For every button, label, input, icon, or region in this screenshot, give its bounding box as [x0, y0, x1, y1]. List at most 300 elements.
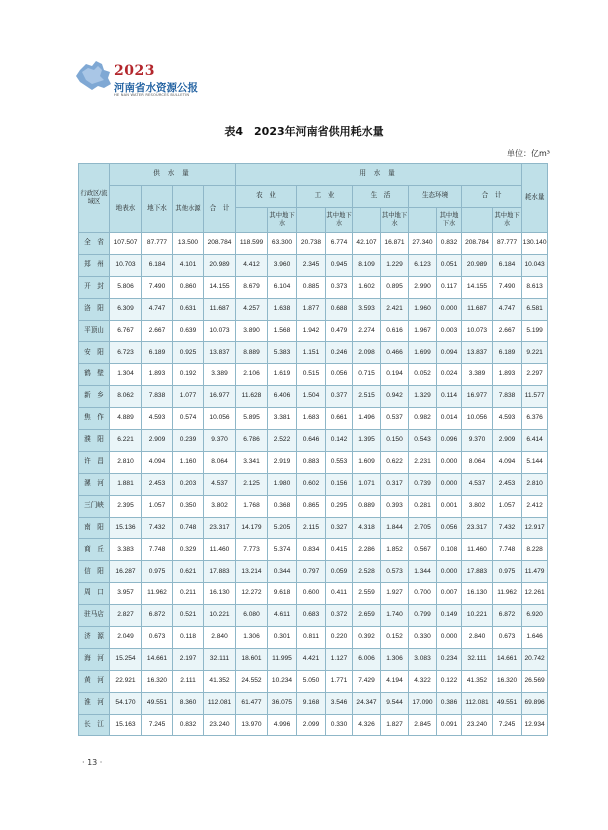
data-cell: 5.383	[268, 342, 297, 364]
data-cell: 23.317	[462, 517, 493, 539]
data-cell: 1.768	[236, 495, 268, 517]
data-cell: 6.723	[110, 342, 142, 364]
data-cell: 5.050	[297, 670, 326, 692]
table-row	[79, 495, 548, 517]
data-cell: 16.977	[462, 386, 493, 408]
data-cell: 0.945	[326, 254, 353, 276]
data-cell: 2.453	[493, 473, 522, 495]
data-cell: 16.130	[462, 583, 493, 605]
data-cell: 6.872	[142, 605, 173, 627]
table-row	[79, 605, 548, 627]
data-cell: 10.056	[204, 408, 236, 430]
data-cell: 11.687	[204, 298, 236, 320]
page-number: · 13 ·	[82, 758, 103, 767]
data-cell: 1.609	[353, 451, 381, 473]
row-name: 洛 阳	[79, 298, 110, 320]
data-cell: 0.646	[297, 430, 326, 452]
data-cell: 0.975	[142, 561, 173, 583]
data-cell: 0.192	[173, 364, 204, 386]
data-cell: 13.214	[236, 561, 268, 583]
data-cell: 22.921	[110, 670, 142, 692]
data-cell: 0.329	[173, 539, 204, 561]
data-cell: 17.883	[204, 561, 236, 583]
data-cell: 0.000	[437, 451, 462, 473]
data-cell: 8.062	[110, 386, 142, 408]
data-cell: 1.683	[297, 408, 326, 430]
data-cell: 16.287	[110, 561, 142, 583]
data-cell: 16.130	[204, 583, 236, 605]
use-total-blank-cell	[462, 208, 493, 233]
data-cell: 15.163	[110, 714, 142, 736]
data-cell: 6.920	[522, 605, 548, 627]
data-cell: 1.827	[381, 714, 409, 736]
data-cell: 8.360	[173, 692, 204, 714]
row-name: 周 口	[79, 583, 110, 605]
table-row	[79, 627, 548, 649]
data-cell: 0.982	[409, 408, 437, 430]
row-name: 焦 作	[79, 408, 110, 430]
data-cell: 6.309	[110, 298, 142, 320]
data-cell: 2.840	[462, 627, 493, 649]
data-cell: 2.231	[409, 451, 437, 473]
data-cell: 11.577	[522, 386, 548, 408]
data-cell: 0.052	[409, 364, 437, 386]
data-cell: 3.381	[268, 408, 297, 430]
data-cell: 23.240	[204, 714, 236, 736]
data-cell: 0.975	[493, 561, 522, 583]
table-row	[79, 583, 548, 605]
industry-ground-header: 其中地下水	[326, 208, 353, 233]
data-cell: 12.261	[522, 583, 548, 605]
data-cell: 4.537	[204, 473, 236, 495]
row-name: 平顶山	[79, 320, 110, 342]
row-name: 许 昌	[79, 451, 110, 473]
data-cell: 4.326	[353, 714, 381, 736]
use-group-header: 用 水 量	[236, 164, 522, 186]
data-cell: 0.700	[409, 583, 437, 605]
data-cell: 5.806	[110, 276, 142, 298]
data-cell: 4.094	[142, 451, 173, 473]
data-cell: 2.810	[110, 451, 142, 473]
use-total-ground-header: 其中地下水	[493, 208, 522, 233]
data-cell: 49.551	[142, 692, 173, 714]
industry-blank-cell	[297, 208, 326, 233]
data-cell: 4.593	[493, 408, 522, 430]
data-cell: 23.240	[462, 714, 493, 736]
data-cell: 1.893	[493, 364, 522, 386]
data-cell: 6.786	[236, 430, 268, 452]
data-cell: 0.239	[173, 430, 204, 452]
data-cell: 2.528	[353, 561, 381, 583]
data-cell: 0.024	[437, 364, 462, 386]
data-cell: 8.613	[522, 276, 548, 298]
data-cell: 0.811	[297, 627, 326, 649]
data-cell: 14.179	[236, 517, 268, 539]
agriculture-ground-header: 其中地下水	[268, 208, 297, 233]
data-cell: 0.386	[437, 692, 462, 714]
data-cell: 1.306	[236, 627, 268, 649]
domestic-blank-cell	[353, 208, 381, 233]
data-cell: 6.123	[409, 254, 437, 276]
data-cell: 1.960	[409, 298, 437, 320]
data-cell: 87.777	[142, 233, 173, 255]
data-cell: 1.877	[297, 298, 326, 320]
data-cell: 0.051	[437, 254, 462, 276]
row-name: 鹤 壁	[79, 364, 110, 386]
data-cell: 0.834	[297, 539, 326, 561]
data-cell: 0.001	[437, 495, 462, 517]
data-cell: 4.101	[173, 254, 204, 276]
data-cell: 0.003	[437, 320, 462, 342]
data-cell: 0.622	[381, 451, 409, 473]
data-cell: 14.661	[493, 648, 522, 670]
data-cell: 2.111	[173, 670, 204, 692]
data-cell: 11.628	[236, 386, 268, 408]
data-cell: 0.543	[409, 430, 437, 452]
data-cell: 11.962	[493, 583, 522, 605]
data-cell: 2.667	[493, 320, 522, 342]
data-cell: 0.392	[353, 627, 381, 649]
table-row	[79, 692, 548, 714]
data-cell: 0.344	[268, 561, 297, 583]
row-name: 三门峡	[79, 495, 110, 517]
data-cell: 0.621	[173, 561, 204, 583]
table-row	[79, 430, 548, 452]
logo-title: 河南省水资源公报	[114, 82, 198, 94]
surface-header: 地表水	[110, 186, 142, 233]
data-cell: 7.432	[493, 517, 522, 539]
data-cell: 0.317	[381, 473, 409, 495]
data-cell: 0.194	[381, 364, 409, 386]
data-cell: 69.896	[522, 692, 548, 714]
data-cell: 0.616	[381, 320, 409, 342]
data-cell: 0.094	[437, 342, 462, 364]
data-cell: 9.370	[204, 430, 236, 452]
data-cell: 2.840	[204, 627, 236, 649]
data-cell: 118.599	[236, 233, 268, 255]
data-cell: 8.064	[462, 451, 493, 473]
data-cell: 112.081	[204, 692, 236, 714]
data-cell: 12.934	[522, 714, 548, 736]
data-cell: 5.895	[236, 408, 268, 430]
data-cell: 4.537	[462, 473, 493, 495]
row-name: 濮 阳	[79, 430, 110, 452]
data-cell: 7.490	[142, 276, 173, 298]
data-cell: 8.064	[204, 451, 236, 473]
data-cell: 6.184	[493, 254, 522, 276]
data-cell: 0.118	[173, 627, 204, 649]
data-cell: 0.661	[326, 408, 353, 430]
data-cell: 4.747	[142, 298, 173, 320]
data-cell: 0.000	[437, 627, 462, 649]
data-cell: 0.149	[437, 605, 462, 627]
data-cell: 0.799	[409, 605, 437, 627]
data-cell: 4.194	[381, 670, 409, 692]
eco-header: 生态环境	[409, 186, 462, 208]
data-cell: 7.490	[493, 276, 522, 298]
data-cell: 6.189	[493, 342, 522, 364]
data-cell: 6.376	[522, 408, 548, 430]
data-cell: 12.917	[522, 517, 548, 539]
data-cell: 10.073	[462, 320, 493, 342]
table-row	[79, 233, 548, 255]
table-row	[79, 386, 548, 408]
data-cell: 2.421	[381, 298, 409, 320]
data-cell: 0.377	[326, 386, 353, 408]
data-cell: 6.414	[522, 430, 548, 452]
data-cell: 0.150	[381, 430, 409, 452]
data-cell: 14.155	[204, 276, 236, 298]
data-cell: 0.373	[326, 276, 353, 298]
data-cell: 1.160	[173, 451, 204, 473]
data-cell: 6.872	[493, 605, 522, 627]
data-cell: 0.537	[381, 408, 409, 430]
data-cell: 1.229	[381, 254, 409, 276]
table-row	[79, 276, 548, 298]
data-cell: 2.099	[297, 714, 326, 736]
data-cell: 1.568	[268, 320, 297, 342]
data-cell: 4.996	[268, 714, 297, 736]
data-cell: 9.544	[381, 692, 409, 714]
data-cell: 2.125	[236, 473, 268, 495]
data-cell: 1.980	[268, 473, 297, 495]
data-cell: 0.211	[173, 583, 204, 605]
logo-year: 2023	[114, 63, 155, 79]
data-cell: 1.881	[110, 473, 142, 495]
data-cell: 10.221	[462, 605, 493, 627]
data-cell: 7.773	[236, 539, 268, 561]
data-cell: 0.156	[326, 473, 353, 495]
data-cell: 9.168	[297, 692, 326, 714]
data-cell: 0.295	[326, 495, 353, 517]
data-cell: 130.140	[522, 233, 548, 255]
data-cell: 0.889	[353, 495, 381, 517]
data-cell: 0.301	[268, 627, 297, 649]
data-cell: 6.581	[522, 298, 548, 320]
supply-group-header: 供 水 量	[110, 164, 236, 186]
data-cell: 1.127	[326, 648, 353, 670]
data-cell: 23.317	[204, 517, 236, 539]
table-row	[79, 473, 548, 495]
table-row	[79, 364, 548, 386]
data-cell: 0.925	[173, 342, 204, 364]
data-cell: 0.000	[437, 561, 462, 583]
data-cell: 1.057	[142, 495, 173, 517]
data-cell: 7.838	[493, 386, 522, 408]
data-cell: 2.274	[353, 320, 381, 342]
data-cell: 2.522	[268, 430, 297, 452]
data-cell: 2.990	[409, 276, 437, 298]
data-cell: 2.909	[493, 430, 522, 452]
data-cell: 0.330	[326, 714, 353, 736]
data-cell: 112.081	[462, 692, 493, 714]
data-cell: 0.152	[381, 627, 409, 649]
data-cell: 6.406	[268, 386, 297, 408]
row-name: 商 丘	[79, 539, 110, 561]
data-cell: 2.515	[353, 386, 381, 408]
data-cell: 6.184	[142, 254, 173, 276]
data-cell: 2.395	[110, 495, 142, 517]
data-cell: 26.569	[522, 670, 548, 692]
data-cell: 12.272	[236, 583, 268, 605]
data-cell: 0.673	[493, 627, 522, 649]
data-cell: 0.860	[173, 276, 204, 298]
data-cell: 4.094	[493, 451, 522, 473]
data-cell: 10.221	[204, 605, 236, 627]
data-cell: 1.638	[268, 298, 297, 320]
data-cell: 4.257	[236, 298, 268, 320]
data-cell: 0.393	[381, 495, 409, 517]
data-cell: 10.043	[522, 254, 548, 276]
data-cell: 63.300	[268, 233, 297, 255]
data-cell: 0.142	[326, 430, 353, 452]
data-cell: 4.322	[409, 670, 437, 692]
data-cell: 1.893	[142, 364, 173, 386]
data-cell: 0.466	[381, 342, 409, 364]
data-cell: 24.347	[353, 692, 381, 714]
data-cell: 2.286	[353, 539, 381, 561]
data-cell: 10.234	[268, 670, 297, 692]
data-cell: 1.344	[409, 561, 437, 583]
data-cell: 1.927	[381, 583, 409, 605]
data-cell: 20.989	[204, 254, 236, 276]
data-cell: 1.151	[297, 342, 326, 364]
data-cell: 3.960	[268, 254, 297, 276]
data-cell: 0.895	[381, 276, 409, 298]
data-cell: 3.083	[409, 648, 437, 670]
data-cell: 11.479	[522, 561, 548, 583]
table-row	[79, 408, 548, 430]
data-cell: 0.000	[437, 473, 462, 495]
table-row	[79, 648, 548, 670]
unit-label: 单位：亿m³	[507, 149, 550, 158]
data-cell: 0.014	[437, 408, 462, 430]
data-cell: 36.075	[268, 692, 297, 714]
domestic-ground-header: 其中地下水	[381, 208, 409, 233]
data-cell: 10.703	[110, 254, 142, 276]
data-cell: 0.246	[326, 342, 353, 364]
data-cell: 6.767	[110, 320, 142, 342]
data-cell: 1.602	[353, 276, 381, 298]
industry-header: 工 业	[297, 186, 353, 208]
data-cell: 3.389	[462, 364, 493, 386]
data-cell: 1.077	[173, 386, 204, 408]
data-cell: 1.619	[268, 364, 297, 386]
data-cell: 6.080	[236, 605, 268, 627]
table-row	[79, 539, 548, 561]
data-cell: 18.601	[236, 648, 268, 670]
data-cell: 0.372	[326, 605, 353, 627]
data-cell: 11.962	[142, 583, 173, 605]
table-row	[79, 320, 548, 342]
data-cell: 13.970	[236, 714, 268, 736]
data-cell: 54.170	[110, 692, 142, 714]
table-row	[79, 254, 548, 276]
table-row	[79, 342, 548, 364]
row-name: 安 阳	[79, 342, 110, 364]
supply-total-header: 合 计	[204, 186, 236, 233]
data-cell: 11.460	[204, 539, 236, 561]
data-cell: 24.552	[236, 670, 268, 692]
data-cell: 32.111	[204, 648, 236, 670]
data-cell: 42.107	[353, 233, 381, 255]
data-cell: 11.995	[268, 648, 297, 670]
data-cell: 1.699	[409, 342, 437, 364]
data-cell: 2.297	[522, 364, 548, 386]
data-cell: 1.057	[493, 495, 522, 517]
data-cell: 0.573	[381, 561, 409, 583]
data-cell: 2.098	[353, 342, 381, 364]
data-cell: 2.909	[142, 430, 173, 452]
data-cell: 20.738	[297, 233, 326, 255]
data-cell: 0.327	[326, 517, 353, 539]
data-cell: 13.837	[462, 342, 493, 364]
bulletin-logo	[74, 58, 214, 102]
data-cell: 1.740	[381, 605, 409, 627]
data-cell: 1.304	[110, 364, 142, 386]
data-cell: 16.320	[142, 670, 173, 692]
data-cell: 16.320	[493, 670, 522, 692]
data-cell: 0.885	[297, 276, 326, 298]
row-name: 信 阳	[79, 561, 110, 583]
henan-map-icon	[74, 58, 114, 92]
data-cell: 0.574	[173, 408, 204, 430]
data-cell: 0.553	[326, 451, 353, 473]
data-cell: 9.370	[462, 430, 493, 452]
data-cell: 2.453	[142, 473, 173, 495]
data-cell: 9.221	[522, 342, 548, 364]
data-cell: 0.865	[297, 495, 326, 517]
data-cell: 13.837	[204, 342, 236, 364]
data-cell: 8.889	[236, 342, 268, 364]
data-cell: 17.090	[409, 692, 437, 714]
data-cell: 1.844	[381, 517, 409, 539]
data-cell: 49.551	[493, 692, 522, 714]
data-cell: 16.977	[204, 386, 236, 408]
data-cell: 0.091	[437, 714, 462, 736]
data-cell: 0.600	[297, 583, 326, 605]
table-row	[79, 714, 548, 736]
domestic-header: 生 活	[353, 186, 409, 208]
eco-blank-cell	[409, 208, 437, 233]
data-cell: 0.096	[437, 430, 462, 452]
data-cell: 11.460	[462, 539, 493, 561]
row-name: 淮 河	[79, 692, 110, 714]
data-cell: 5.144	[522, 451, 548, 473]
data-cell: 2.810	[522, 473, 548, 495]
data-cell: 1.071	[353, 473, 381, 495]
row-name: 海 河	[79, 648, 110, 670]
data-cell: 0.114	[437, 386, 462, 408]
data-cell: 3.389	[204, 364, 236, 386]
data-cell: 3.802	[204, 495, 236, 517]
data-cell: 0.000	[437, 298, 462, 320]
data-cell: 0.739	[409, 473, 437, 495]
data-cell: 107.507	[110, 233, 142, 255]
data-cell: 0.122	[437, 670, 462, 692]
data-cell: 1.646	[522, 627, 548, 649]
data-cell: 0.415	[326, 539, 353, 561]
table-row	[79, 561, 548, 583]
data-cell: 0.056	[437, 517, 462, 539]
data-cell: 3.341	[236, 451, 268, 473]
data-cell: 0.683	[297, 605, 326, 627]
data-cell: 2.667	[142, 320, 173, 342]
data-cell: 9.618	[268, 583, 297, 605]
data-cell: 0.631	[173, 298, 204, 320]
eco-ground-header: 其中地下水	[437, 208, 462, 233]
data-cell: 87.777	[493, 233, 522, 255]
